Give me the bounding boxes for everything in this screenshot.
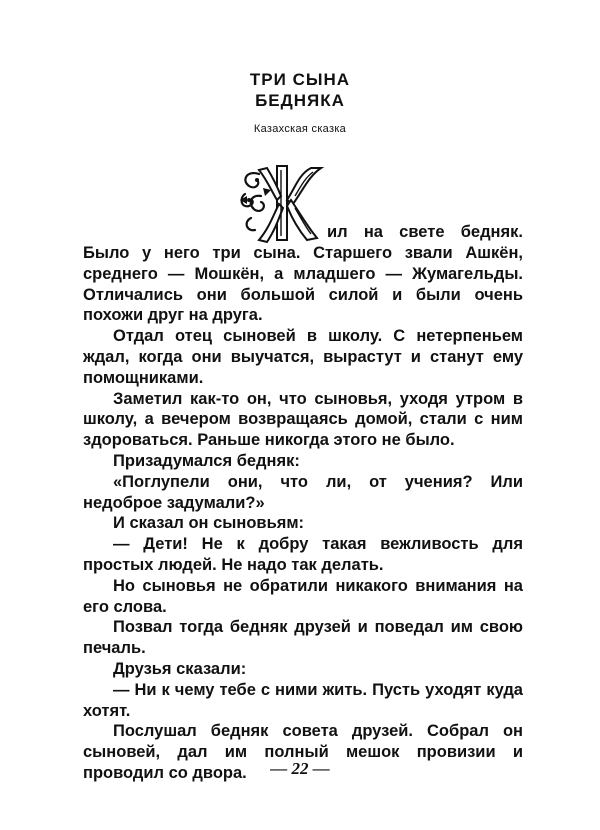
paragraph: Но сыновья не обратили никакого внимания на его слова. bbox=[83, 576, 523, 616]
paragraph: И сказал он сыновьям: bbox=[113, 514, 305, 533]
paragraph: Было у него три сына. Старшего звали Ашкён, среднего — Мошкён, а младшего — Жумагельды. Отличались они большой силой и были очень похожи друг на друга. bbox=[83, 244, 523, 325]
paragraph: Послушал бедняк совета друзей. Собрал он сыновей, дал им полный мешок провизии и проводил со двора. bbox=[83, 722, 523, 782]
paragraph: Друзья сказали: bbox=[113, 659, 247, 678]
paragraph: «Поглупели они, что ли, от учения? Или недоброе задумали?» bbox=[83, 472, 523, 512]
paragraph: Отдал отец сыновей в школу. С нетерпеньем ждал, когда они выучатся, вырастут и станут ему помощниками. bbox=[83, 327, 523, 387]
page-number: — 22 — bbox=[270, 759, 330, 778]
paragraph: Заметил как-то он, что сыновья, уходя утром в школу, а вечером возвращаясь домой, стали с ним здороваться. Раньше никогда этого не было. bbox=[83, 389, 523, 450]
first-line-text: ил на свете бедняк. bbox=[327, 223, 523, 241]
paragraph: — Ни к чему тебе с ними жить. Пусть уходят куда хотят. bbox=[83, 680, 523, 720]
paragraph: Позвал тогда бедняк друзей и поведал им свою печаль. bbox=[83, 618, 523, 658]
story-body bbox=[83, 243, 523, 784]
story-title-line-2: БЕДНЯКА bbox=[255, 91, 345, 110]
story-title-line-1: ТРИ СЫНА bbox=[249, 70, 351, 89]
paragraph: — Дети! Не к добру такая вежливость для простых людей. Не надо так делать. bbox=[83, 535, 523, 574]
paragraph: Призадумался бедняк: bbox=[113, 451, 300, 470]
ornamental-initial-icon bbox=[237, 160, 325, 246]
story-subtitle: Казахская сказка bbox=[253, 123, 347, 135]
